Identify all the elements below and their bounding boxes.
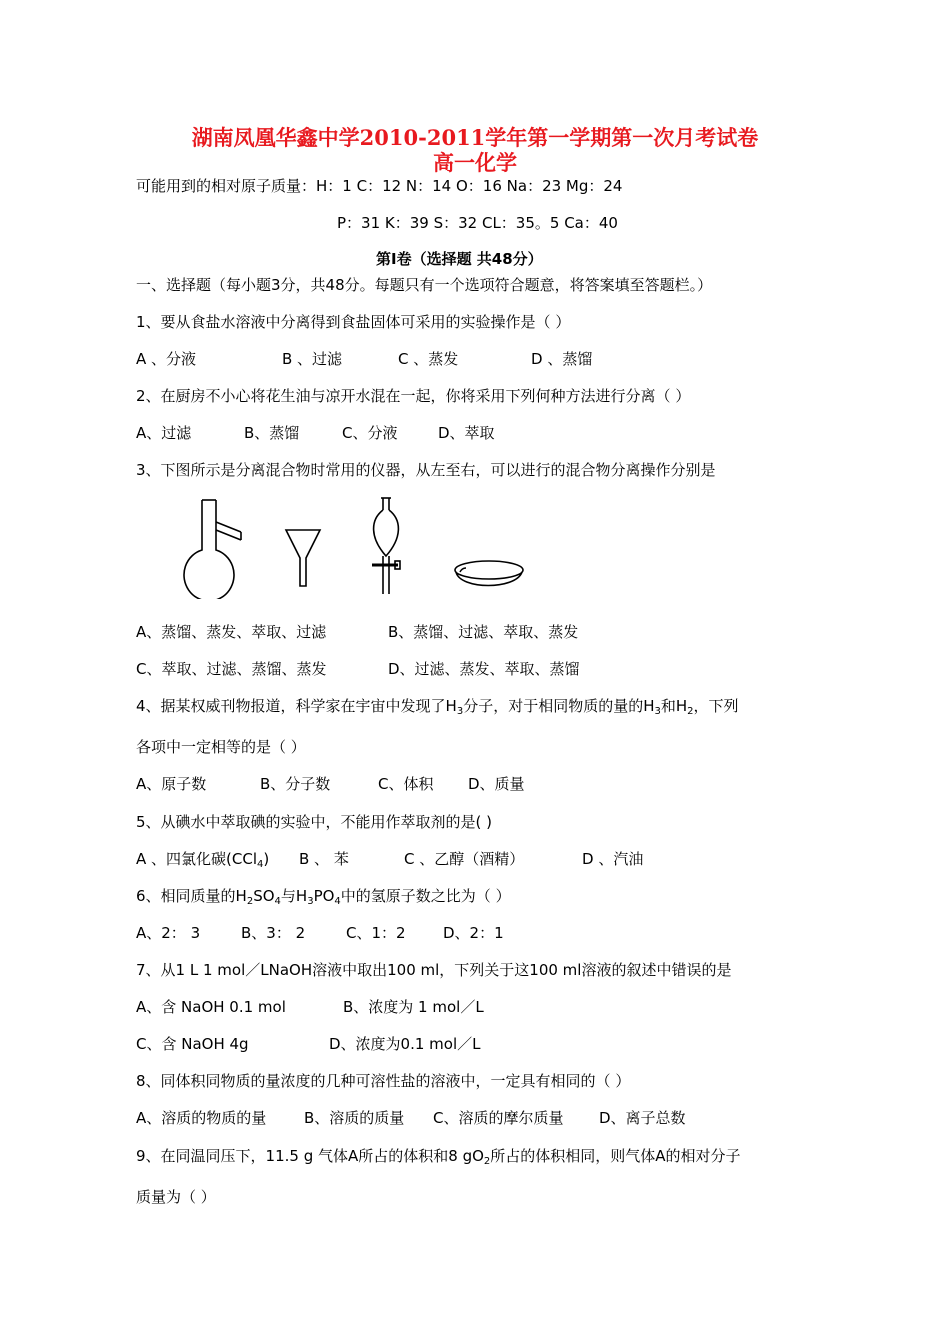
option-d: D、浓度为0.1 mol／L [329, 1035, 481, 1053]
question-4-stem: 4、据某权威刊物报道，科学家在宇宙中发现了$H_3$分子，对于相同物质的量的$H_3$和$H_2$，下列 [136, 697, 739, 717]
question-2-options [136, 423, 836, 443]
question-6-stem: 6、相同质量的$H_2SO_4$与$H_3PO_4$中的氢原子数之比为（ ） [136, 887, 511, 907]
option-a: A、蒸馏、蒸发、萃取、过滤 [136, 623, 327, 641]
evaporating-dish-icon [455, 561, 523, 586]
separatory-funnel-icon [372, 498, 400, 594]
option-a: A、原子数 [136, 775, 207, 793]
question-9-stem-continued: 质量为（ ） [136, 1188, 216, 1206]
option-d: D、质量 [468, 775, 525, 793]
option-c: C 、蒸发 [398, 350, 459, 368]
option-c: C、体积 [378, 775, 434, 793]
option-b: B 、过滤 [282, 350, 343, 368]
question-3-options-row-1 [136, 622, 836, 642]
question-2-stem: 2、在厨房不小心将花生油与凉开水混在一起，你将采用下列何种方法进行分离（ ） [136, 387, 691, 405]
question-1-options [136, 349, 836, 369]
question-8-stem: 8、同体积同物质的量浓度的几种可溶性盐的溶液中，一定具有相同的（ ） [136, 1072, 631, 1090]
option-c: C、萃取、过滤、蒸馏、蒸发 [136, 660, 327, 678]
option-a: A、2： 3 [136, 924, 201, 942]
question-4-options [136, 774, 836, 794]
question-7-options-row-1 [136, 997, 836, 1017]
option-b: B、分子数 [260, 775, 331, 793]
option-a: A、含 NaOH 0.1 mol [136, 998, 286, 1016]
option-a: A 、分液 [136, 350, 197, 368]
option-d: D 、蒸馏 [531, 350, 593, 368]
option-d: D、过滤、蒸发、萃取、蒸馏 [388, 660, 580, 678]
option-a: A 、四氯化碳(CCl$_4$) [136, 850, 270, 870]
atomic-mass-line-2: P：31 K：39 S：32 CL：35。5 Ca：40 [337, 214, 618, 232]
question-8-options [136, 1108, 836, 1128]
question-5-options [136, 849, 836, 869]
atomic-mass-line-1: 可能用到的相对原子质量：H：1 C：12 N：14 O：16 Na：23 Mg：24 [136, 177, 623, 195]
option-b: B、蒸馏 [244, 424, 300, 442]
question-6-options [136, 923, 836, 943]
question-4-stem-continued: 各项中一定相等的是（ ） [136, 738, 306, 756]
option-a: A、过滤 [136, 424, 192, 442]
option-d: D、离子总数 [599, 1109, 686, 1127]
lab-apparatus-figure [170, 494, 560, 599]
section-instruction: 一、选择题（每小题3分，共48分。每题只有一个选项符合题意，将答案填至答题栏。） [136, 276, 713, 294]
exam-title: 湖南凤凰华鑫中学2010-2011学年第一学期第一次月考试卷 [191, 125, 759, 150]
question-5-stem: 5、从碘水中萃取碘的实验中，不能用作萃取剂的是( ) [136, 813, 493, 831]
option-b: B、浓度为 1 mol／L [343, 998, 484, 1016]
option-b: B 、 苯 [299, 850, 349, 868]
option-c: C 、乙醇（酒精） [404, 850, 525, 868]
option-b: B、蒸馏、过滤、萃取、蒸发 [388, 623, 579, 641]
question-9-stem: 9、在同温同压下，11.5 g 气体A所占的体积和8 $gO_2$所占的体积相同，则气体A的相对分子 [136, 1147, 741, 1167]
question-7-options-row-2 [136, 1034, 836, 1054]
option-d: D、萃取 [438, 424, 495, 442]
question-3-options-row-2 [136, 659, 836, 679]
question-3-stem: 3、下图所示是分离混合物时常用的仪器，从左至右，可以进行的混合物分离操作分别是 [136, 461, 716, 479]
funnel-icon [286, 530, 320, 586]
option-c: C、溶质的摩尔质量 [433, 1109, 564, 1127]
option-b: B、3： 2 [241, 924, 306, 942]
option-c: C、分液 [342, 424, 398, 442]
option-d: D、2：1 [443, 924, 504, 942]
question-7-stem: 7、从1 L 1 mol／LNaOH溶液中取出100 ml，下列关于这100 ml溶液的叙述中错误的是 [136, 961, 732, 979]
option-a: A、溶质的物质的量 [136, 1109, 267, 1127]
distillation-flask-icon [184, 500, 241, 599]
question-1-stem: 1、要从食盐水溶液中分离得到食盐固体可采用的实验操作是（ ） [136, 313, 571, 331]
option-c: C、含 NaOH 4g [136, 1035, 249, 1053]
exam-subtitle: 高一化学 [433, 150, 517, 175]
option-c: C、1：2 [346, 924, 406, 942]
option-b: B、溶质的质量 [304, 1109, 405, 1127]
section-heading: 第Ⅰ卷（选择题 共48分） [376, 250, 543, 268]
option-d: D 、汽油 [582, 850, 644, 868]
